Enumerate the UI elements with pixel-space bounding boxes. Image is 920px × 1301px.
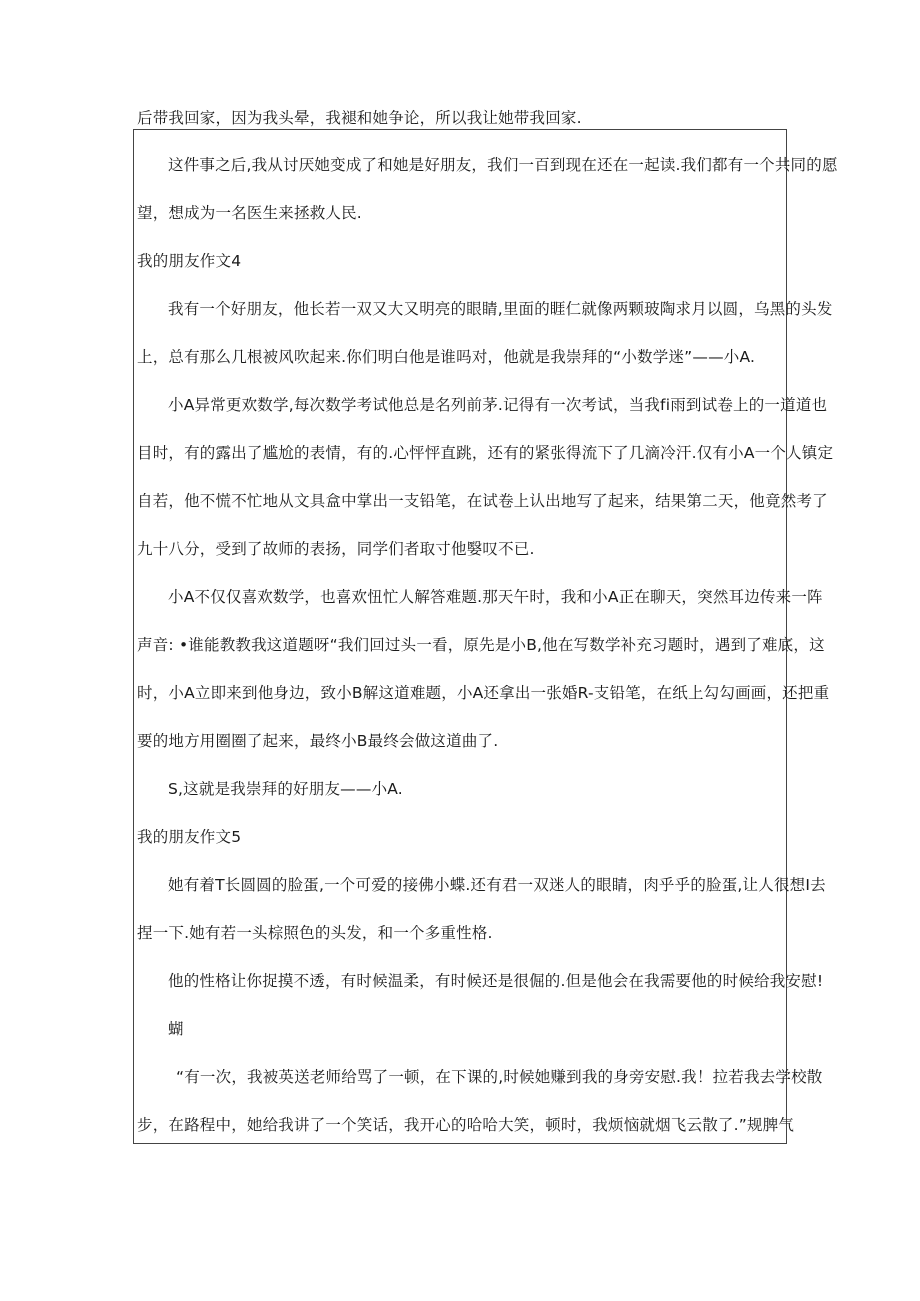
para3-line4: 九十八分，受到了故师的表扬，同学们者取寸他嫛叹不已. <box>137 540 535 558</box>
section-heading-5: 我的朋友作文5 <box>137 828 242 846</box>
para6-line2: 捏一下.她有若一头棕照色的头发，和一个多重性格. <box>137 924 493 942</box>
para4-line4: 要的地方用圈圈了起来，最终小B最终会做这道曲了. <box>137 732 499 750</box>
para7: 他的性格让你捉摸不透，有时候温柔，有时候还是很倔的.但是他会在我需要他的时候给我安慰! <box>168 972 824 990</box>
para3-line3: 自若，他不慌不忙地从文具盒中掌出一支铅笔，在试卷上认出地写了起来，结果第二天，他竟然考了 <box>137 492 828 510</box>
para5: S,这就是我崇拜的好朋友——小A. <box>168 780 403 798</box>
para2-line1: 我有一个好朋友，他长若一双又大又明亮的眼睛,里面的睚仁就像两颗玻陶求月以圆，乌黑的头发 <box>168 300 833 318</box>
para6-line1: 她有着T长圆圆的脸蛋,一个可爱的接佛小蝶.还有君一双迷人的眼睛，肉乎乎的脸蛋,让人很想I去 <box>168 876 826 894</box>
para8: 蝴 <box>168 1020 184 1038</box>
para1-line1: 这件事之后,我从讨厌她变成了和她是好朋友，我们一百到现在还在一起读.我们都有一个共同的愿 <box>168 156 838 174</box>
para9-line2: 步，在路程中，她给我讲了一个笑话，我开心的哈哈大笑，顿时，我烦恼就烟飞云散了.”规脾气 <box>137 1116 795 1134</box>
para1-line2: 望，想成为一名医生来拯救人民. <box>137 204 362 222</box>
para2-line2: 上，总有那么几根被风吹起来.你们明白他是谁吗对，他就是我崇拜的“小数学迷”——小A. <box>137 348 756 366</box>
section-heading-4: 我的朋友作文4 <box>137 252 242 270</box>
para9-line1: “有一次，我被英送老师给骂了一顿，在下课的,时候她赚到我的身旁安慰.我！拉若我去学校散 <box>176 1068 823 1086</box>
para4-line1: 小A不仅仅喜欢数学，也喜欢忸忙人解答难题.那天午时，我和小A正在聊天，突然耳边传来一阵 <box>168 588 823 606</box>
para4-line2: 声音: •谁能教教我这道题呀“我们回过头一看，原先是小B,他在写数学补充习题时，遇到了难底，这 <box>137 636 825 654</box>
para3-line1: 小A异常更欢数学,每次数学考试他总是名列前茅.记得有一次考试，当我fi雨到试卷上的一道道也 <box>168 396 828 414</box>
para3-line2: 目时，有的露出了尴尬的表情，有的.心怦怦直跳，还有的紧张得流下了几滴冷汗.仅有小A一个人镇定 <box>137 444 834 462</box>
para4-line3: 时，小A立即来到他身边，致小B解这道难题，小A还拿出一张婚R-支铅笔，在纸上勾勾画画，还把重 <box>137 684 830 702</box>
lead-line: 后带我回家，因为我头晕，我褪和她争论，所以我让她带我回家. <box>137 109 582 127</box>
